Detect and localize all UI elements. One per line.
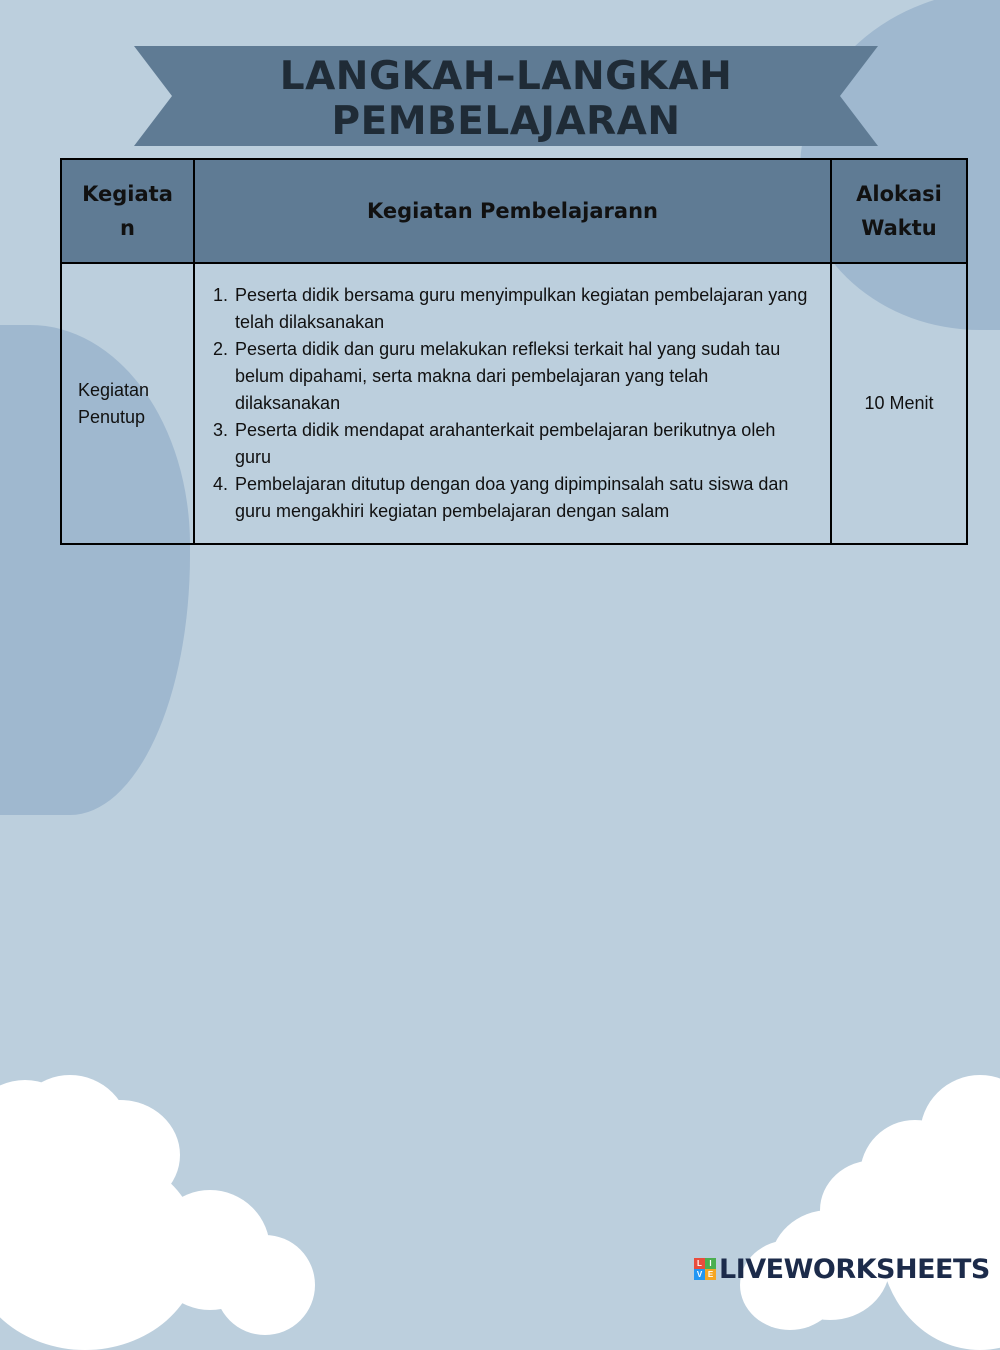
table-header-row (61, 159, 967, 263)
header-alokasi-line-2: Waktu (861, 216, 937, 240)
list-item: 4. Pembelajaran ditutup dengan doa yang dipimpinsalah satu siswa dan guru mengakhiri kegiatan pembelajaran dengan salam (233, 471, 814, 525)
logo-letter-e: E (705, 1269, 716, 1280)
header-alokasi-line-1: Alokasi (856, 182, 942, 206)
page-title-line-2: PEMBELAJARAN (331, 99, 681, 144)
list-item: 2. Peserta didik dan guru melakukan refleksi terkait hal yang sudah tau belum dipahami, serta makna dari pembelajaran yang telah dilaksanakan (233, 336, 814, 417)
cell-alokasi: 10 Menit (831, 263, 967, 544)
liveworksheets-logo (694, 1252, 990, 1286)
list-item: 1. Peserta didik bersama guru menyimpulkan kegiatan pembelajaran yang telah dilaksanakan (233, 282, 814, 336)
header-kegiatan-line-1: Kegiata (82, 182, 173, 206)
cell-kegiatan (61, 263, 194, 544)
header-kegiatan-pembelajaran: Kegiatan Pembelajarann (194, 159, 831, 263)
logo-mark-icon (694, 1258, 716, 1280)
learning-steps-table (60, 158, 968, 545)
page-title-line-1: LANGKAH–LANGKAH (279, 54, 733, 99)
title-banner (134, 46, 878, 146)
logo-letter-i: I (705, 1258, 716, 1269)
cell-steps (194, 263, 831, 544)
list-item: 3. Peserta didik mendapat arahanterkait pembelajaran berikutnya oleh guru (233, 417, 814, 471)
header-kegiatan-line-2: n (120, 216, 135, 240)
header-alokasi-waktu (831, 159, 967, 263)
kegiatan-line-1: Kegiatan (78, 379, 150, 400)
table-row (61, 263, 967, 544)
steps-list (211, 282, 814, 525)
page-title (134, 54, 878, 144)
logo-letter-v: V (694, 1269, 705, 1280)
header-kegiatan (61, 159, 194, 263)
logo-letter-l: L (694, 1258, 705, 1269)
logo-text: LIVEWORKSHEETS (719, 1253, 990, 1285)
kegiatan-line-2: Penutup (78, 406, 146, 427)
